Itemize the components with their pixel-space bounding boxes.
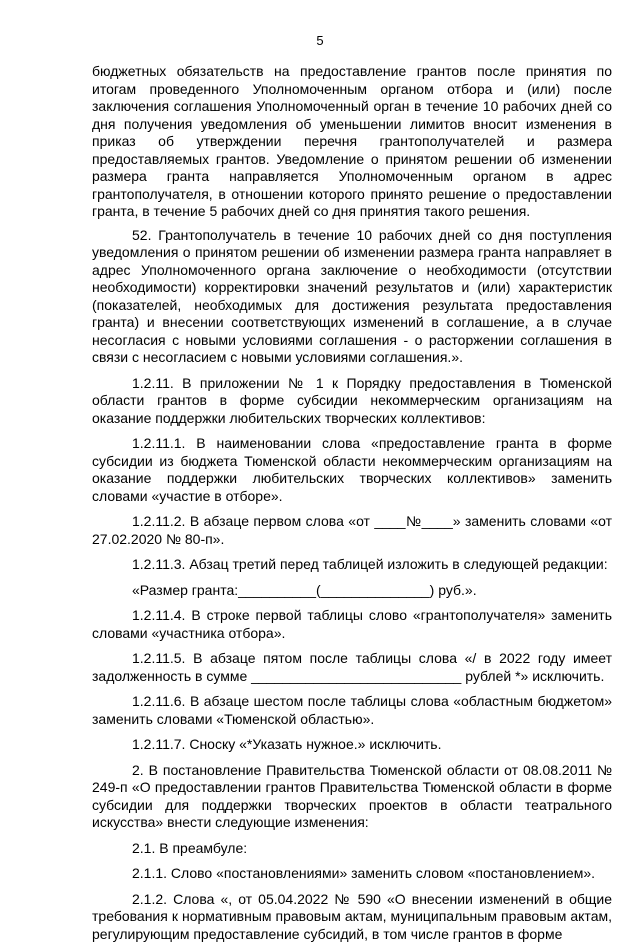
paragraph-1-2-11-3: 1.2.11.3. Абзац третий перед таблицей изложить в следующей редакции: [92,556,612,574]
paragraph-2-1-1: 2.1.1. Слово «постановлениями» заменить словом «постановлением». [92,865,612,883]
paragraph-1-2-11-1: 1.2.11.1. В наименовании слова «предоставление гранта в форме субсидии из бюджета Тюменской области некоммерческим организациям на оказание поддержки любительских творческих коллективов» заменить словами «участие в отборе». [92,435,612,505]
paragraph-52: 52. Грантополучатель в течение 10 рабочих дней со дня поступления уведомления о принятом решении об изменении размера гранта направляет в адрес Уполномоченного органа заключение о необходимости (отсутствии необходимости) корректировки значений результатов и (или) характеристик (показателей, необходимых для достижения результата предоставления гранта) и внесении соответствующих изменений в соглашение, а в случае несогласия с новыми условиями соглашения - о расторжении соглашения в связи с несогласием с новыми условиями соглашения.». [92,227,612,367]
paragraph-2-1: 2.1. В преамбуле: [92,840,612,858]
paragraph-1-2-11-5: 1.2.11.5. В абзаце пятом после таблицы слова «/ в 2022 году имеет задолженность в сумме ___________________________ рублей *» исключить. [92,650,612,685]
paragraph-grant-size: «Размер гранта:__________(______________) руб.». [92,582,612,600]
paragraph-2: 2. В постановление Правительства Тюменской области от 08.08.2011 № 249-п «О предоставлении грантов Правительства Тюменской области в форме субсидии для поддержки творческих проектов в области театрального искусства» внести следующие изменения: [92,762,612,832]
paragraph-1-2-11-2: 1.2.11.2. В абзаце первом слова «от ____№____» заменить словами «от 27.02.2020 № 80-п». [92,513,612,548]
paragraph-2-1-2: 2.1.2. Слова «, от 05.04.2022 № 590 «О внесении изменений в общие требования к нормативным правовым актам, муниципальным правовым актам, регулирующим предоставление субсидий, в том числе грантов в форме [92,891,612,943]
paragraph-1-2-11-4: 1.2.11.4. В строке первой таблицы слово «грантополучателя» заменить словами «участника отбора». [92,607,612,642]
paragraph-1-2-11-6: 1.2.11.6. В абзаце шестом после таблицы слова «областным бюджетом» заменить словами «Тюменской областью». [92,693,612,728]
document-body [92,63,612,943]
paragraph-continuation: бюджетных обязательств на предоставление грантов после принятия по итогам проведенного Уполномоченным органом отбора и (или) после заключения соглашения Уполномоченный орган в течение 10 рабочих дней со дня получения уведомления об уменьшении лимитов вносит изменения в приказ об утверждении перечня грантополучателей и размера предоставляемых грантов. Уведомление о принятом решении об изменении размера гранта направляется Уполномоченным органом в адрес грантополучателя, в отношении которого принято решение о предоставлении гранта, в течение 5 рабочих дней со дня принятия такого решения. [92,63,612,221]
paragraph-1-2-11-7: 1.2.11.7. Сноску «*Указать нужное.» исключить. [92,736,612,754]
paragraph-1-2-11: 1.2.11. В приложении № 1 к Порядку предоставления в Тюменской области грантов в форме субсидии некоммерческим организациям на оказание поддержки любительских творческих коллективов: [92,375,612,428]
page-number: 5 [0,33,640,49]
